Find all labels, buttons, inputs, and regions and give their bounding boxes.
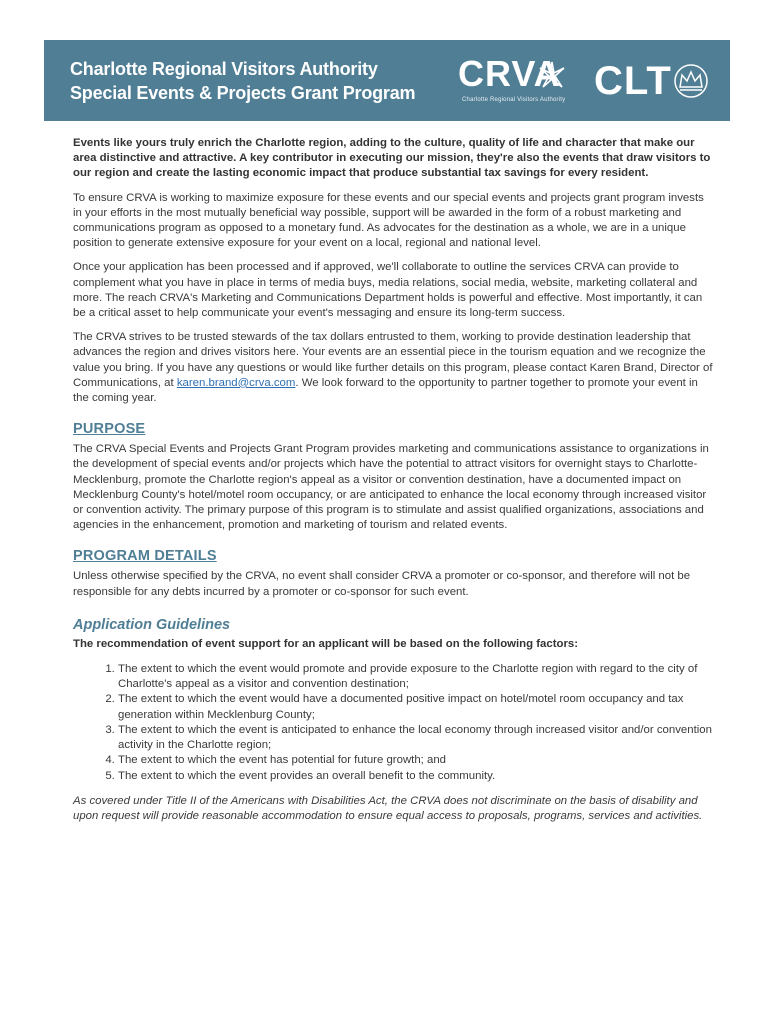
clt-logo-text: CLT	[594, 59, 672, 103]
factors-list	[73, 662, 713, 784]
crva-logo	[458, 54, 588, 110]
list-item: 3. The extent to which the event is anticipated to enhance the local economy through increased visitor and/or convention activity in the Charlotte region;	[118, 723, 713, 753]
document-body	[73, 136, 713, 824]
crva-logo-subtext: Charlotte Regional Visitors Authority	[462, 97, 566, 103]
crown-icon	[672, 62, 710, 100]
application-guidelines-heading: Application Guidelines	[73, 616, 231, 633]
title-line-2: Special Events & Projects Grant Program	[70, 83, 416, 103]
crva-logo-text: CRVA	[458, 53, 561, 94]
ada-statement: As covered under Title II of the Americans with Disabilities Act, the CRVA does not discriminate on the basis of disability and upon request will provide reasonable accommodation to ensure equal access to proposals, programs, services and activities.	[73, 794, 703, 822]
clt-logo	[594, 58, 712, 104]
title-line-1: Charlotte Regional Visitors Authority	[70, 59, 378, 79]
paragraph-contact	[73, 330, 713, 406]
list-item: 5. The extent to which the event provides an overall benefit to the community.	[118, 769, 713, 784]
document-title	[70, 57, 415, 105]
factors-intro: The recommendation of event support for an applicant will be based on the following factors:	[73, 637, 579, 650]
program-details-text: Unless otherwise specified by the CRVA, no event shall consider CRVA a promoter or co-sponsor, and therefore will not be responsible for any debts incurred by a promoter or co-sponsor for such event.	[73, 570, 691, 598]
paragraph-collaboration: Once your application has been processed and if approved, we'll collaborate to outline the services CRVA can provide to complement what you have in place in terms of media buys, media relations, social media, website, marketing collateral and more. The reach CRVA's Marketing and Communications Department holds is powerful and effective. Most importantly, it can be a critical asset to help communicate your event's messaging and ensure its long-term success.	[73, 261, 703, 320]
list-item: 1. The extent to which the event would promote and provide exposure to the Charlotte region with regard to the city of Charlotte's appeal as a visitor and convention destination;	[118, 662, 713, 692]
contact-text: The CRVA strives to be trusted stewards of the tax dollars entrusted to them, working to provide destination leadership that advances the region and drives visitors here. Your events are an essential piece in the tourism equation and we recognize the value you bring. If you have any questions or would like further details on this program, please contact Karen Brand, Director of Communications, at	[73, 331, 713, 389]
contact-text-end: . We look forward to the opportunity to partner together to promote your event in the coming year.	[73, 376, 698, 405]
list-item: 2. The extent to which the event would have a documented positive impact on hotel/motel room occupancy and tax generation within Mecklenburg County;	[118, 692, 713, 722]
intro-paragraph: Events like yours truly enrich the Charlotte region, adding to the culture, quality of life and character that make our area distinctive and attractive. A key contributor in executing our mission, they're also the events that draw visitors to our region and create the lasting economic impact that produce substantial tax savings for every resident.	[73, 137, 711, 180]
list-item: 4. The extent to which the event has potential for future growth; and	[118, 753, 713, 768]
program-details-heading: PROGRAM DETAILS	[73, 548, 217, 565]
contact-email-link[interactable]: karen.brand@crva.com	[176, 376, 296, 389]
purpose-heading: PURPOSE	[73, 421, 146, 438]
paragraph-exposure: To ensure CRVA is working to maximize exposure for these events and our special events and projects grant program invests in your efforts in the most mutually beneficial way possible, support will be awarded in the form of a robust marketing and communications program as opposed to a monetary fund. As advocates for the destination as a whole, we are in a unique position to generate extensive exposure for your event on a local, regional and national level.	[73, 191, 704, 250]
purpose-text: The CRVA Special Events and Projects Grant Program provides marketing and communications assistance to organizations in the development of special events and/or projects which have the potential to attract visitors for overnight stays to Charlotte-Mecklenburg, promote the Charlotte region's appeal as a visitor or convention destination, have a documented impact on Mecklenburg County's hotel/motel room occupancy, or are anticipated to enhance the local economy through increased visitor or convention activity. The primary purpose of this program is to stimulate and assist qualified organizations, associations and agencies in the enhancement, promotion and marketing of tourism and related events.	[73, 443, 709, 532]
crva-star-icon	[538, 60, 566, 90]
header-banner	[44, 40, 730, 121]
